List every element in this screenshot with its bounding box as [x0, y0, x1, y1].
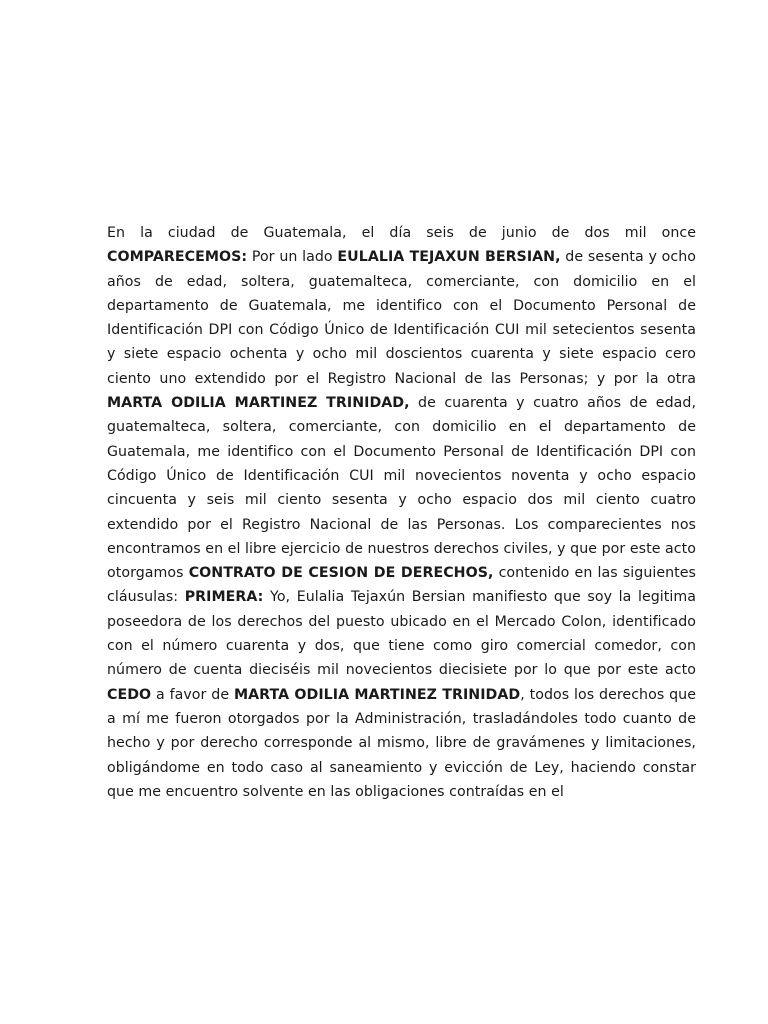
bold-contract-title: CONTRATO DE CESION DE DERECHOS,: [188, 565, 494, 582]
bold-party-two-name-repeat: MARTA ODILIA MARTINEZ TRINIDAD: [233, 686, 521, 703]
text-segment: Por un lado: [247, 249, 338, 266]
bold-cedo: CEDO: [107, 686, 152, 703]
bold-clause-primera: PRIMERA:: [184, 589, 264, 606]
contract-paragraph: [107, 221, 696, 804]
text-segment-intro: En la ciudad de Guatemala, el día seis de junio de dos mil once: [107, 225, 696, 241]
text-segment: Yo, Eulalia Tejaxún Bersian manifiesto que soy la legitima poseedora de los derechos del puesto ubicado en el Mercado Colon, identificado con el número cuarenta y dos, que tiene como giro comercial comedor, con número de cuenta dieciséis mil novecientos diecisiete por lo que por este acto: [107, 589, 697, 679]
text-segment: , todos los derechos que a mí me fueron otorgados por la Administración, trasladándoles todo cuanto de hecho y por derecho corresponde al mismo, libre de gravámenes y limitaciones, obligándome en todo caso al saneamiento y evicción de Ley, haciendo constar que me encuentro solvente en las obligaciones contraídas en el: [107, 686, 696, 800]
bold-party-two-name: MARTA ODILIA MARTINEZ TRINIDAD,: [107, 395, 410, 412]
text-segment: contenido en las siguientes cláusulas:: [107, 565, 697, 606]
text-segment: de cuarenta y cuatro años de edad, guatemalteca, soltera, comerciante, con domicilio en el departamento de Guatemala, me identifico con el Documento Personal de Identificación DPI con Código Único de Identificación CUI mil novecientos noventa y ocho espacio cincuenta y seis mil ciento sesenta y ocho espacio dos mil ciento cuatro extendido por el Registro Nacional de las Personas. Los comparecientes nos encontramos en el libre ejercicio de nuestros derechos civiles, y que por este acto otorgamos: [107, 395, 696, 582]
bold-party-one-name: EULALIA TEJAXUN BERSIAN,: [337, 249, 561, 266]
bold-comparecemos: COMPARECEMOS:: [107, 249, 248, 266]
text-segment: a favor de: [151, 686, 234, 703]
text-segment: de sesenta y ocho años de edad, soltera, guatemalteca, comerciante, con domicilio en el departamento de Guatemala, me identifico con el Documento Personal de Identificación DPI con Código Único de Identificación CUI mil setecientos sesenta y siete espacio ochenta y ocho mil doscientos cuarenta y siete espacio cero ciento uno extendido por el Registro Nacional de las Personas; y por la otra: [107, 249, 697, 387]
contract-body: [107, 221, 696, 804]
